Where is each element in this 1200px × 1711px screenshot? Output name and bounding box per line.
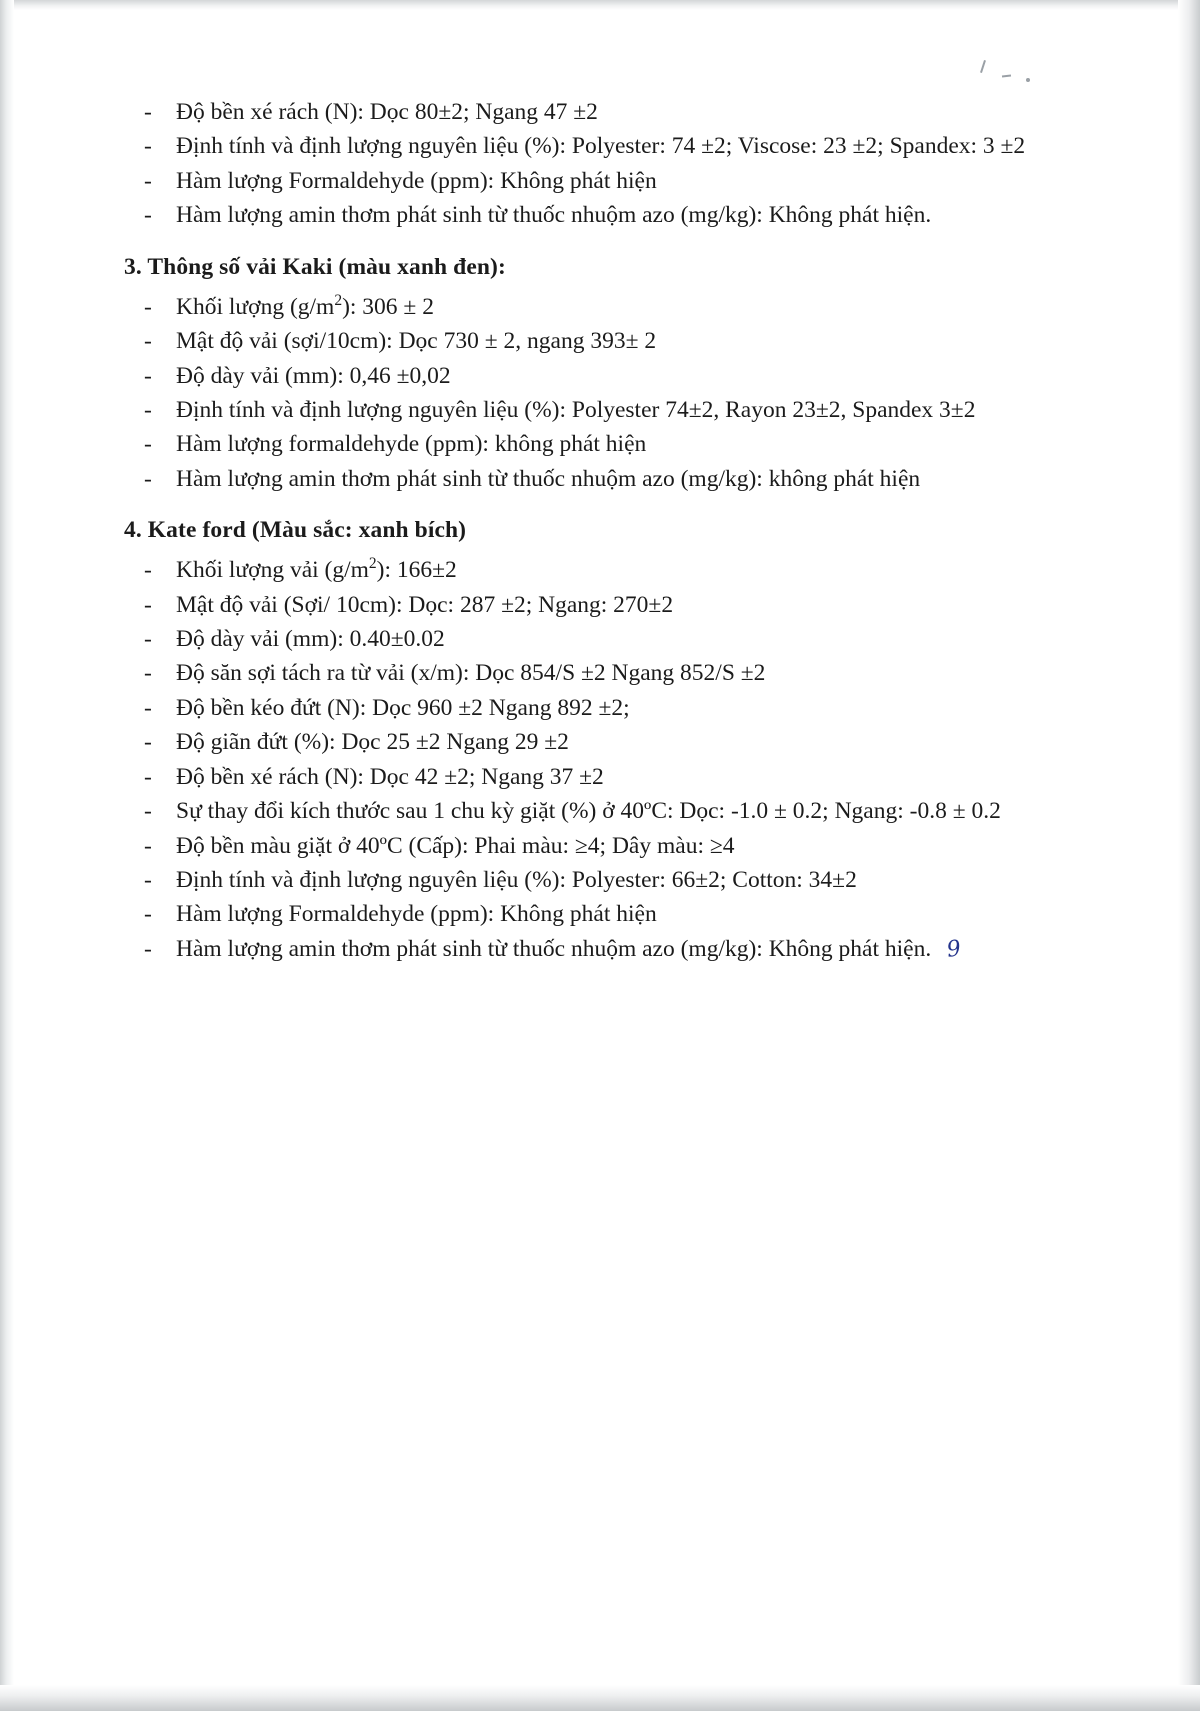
list-item-text: Hàm lượng Formaldehyde (ppm): Không phát hiện	[176, 901, 657, 928]
list-item	[140, 933, 1070, 965]
bullet-dash: -	[144, 396, 152, 423]
bullet-dash: -	[144, 133, 152, 160]
bullet-dash: -	[144, 763, 152, 790]
list-item-text: Hàm lượng Formaldehyde (ppm): Không phát hiện	[176, 167, 657, 194]
bullet-dash: -	[144, 729, 152, 756]
section-3-list	[140, 291, 1070, 496]
list-item	[140, 96, 1070, 128]
list-item	[140, 692, 1070, 724]
bullet-dash: -	[144, 202, 152, 229]
bullet-dash: -	[144, 431, 152, 458]
list-item	[140, 325, 1070, 357]
list-item	[140, 199, 1070, 231]
bullet-dash: -	[144, 935, 152, 962]
scan-edge-top	[0, 0, 1200, 10]
scan-edge-bottom	[0, 1685, 1200, 1711]
bullet-dash: -	[144, 832, 152, 859]
bullet-dash: -	[144, 660, 152, 687]
list-item-text: Mật độ vải (sợi/10cm): Dọc 730 ± 2, ngang 393± 2	[176, 328, 657, 355]
bullet-dash: -	[144, 293, 152, 320]
list-item	[140, 554, 1070, 586]
list-item-text: Độ bền màu giặt ở 40ºC (Cấp): Phai màu: ≥4; Dây màu: ≥4	[176, 832, 735, 859]
bullet-dash: -	[144, 901, 152, 928]
list-item-text: Sự thay đổi kích thước sau 1 chu kỳ giặt (%) ở 40ºC: Dọc: -1.0 ± 0.2; Ngang: -0.8 ± 0.2	[176, 798, 1001, 825]
bullet-dash: -	[144, 557, 152, 584]
list-item-text: Độ bền xé rách (N): Dọc 42 ±2; Ngang 37 ±2	[176, 763, 604, 790]
list-item-text: Định tính và định lượng nguyên liệu (%): Polyester: 74 ±2; Viscose: 23 ±2; Spandex: 3 ±2	[176, 133, 1026, 160]
list-item	[140, 898, 1070, 930]
list-item-text: Khối lượng vải $(g/m^2)$: 166±2	[176, 555, 457, 584]
document-content	[124, 96, 1070, 967]
list-item-text: Định tính và định lượng nguyên liệu (%): Polyester: 66±2; Cotton: 34±2	[176, 867, 857, 894]
list-item	[140, 165, 1070, 197]
scan-speck-marks	[980, 60, 1050, 90]
bullet-dash: -	[144, 867, 152, 894]
handwritten-initials: 9	[945, 936, 963, 963]
section-heading-4: 4. Kate ford (Màu sắc: xanh bích)	[124, 517, 467, 544]
list-item	[140, 394, 1070, 426]
list-item-text: Hàm lượng amin thơm phát sinh từ thuốc nhuộm azo (mg/kg): Không phát hiện.	[176, 935, 932, 962]
bullet-dash: -	[144, 694, 152, 721]
list-item	[140, 130, 1070, 162]
list-item	[140, 589, 1070, 621]
list-item	[140, 291, 1070, 323]
bullet-dash: -	[144, 591, 152, 618]
list-item	[140, 830, 1070, 862]
list-item	[140, 864, 1070, 896]
list-item-text: Độ săn sợi tách ra từ vải (x/m): Dọc 854/S ±2 Ngang 852/S ±2	[176, 660, 766, 687]
list-item-text: Độ dày vải (mm): 0,46 ±0,02	[176, 362, 451, 389]
scan-edge-left	[0, 0, 14, 1711]
bullet-dash: -	[144, 328, 152, 355]
bullet-dash: -	[144, 99, 152, 125]
list-item	[140, 761, 1070, 793]
list-item-text: Độ bền xé rách (N): Dọc 80±2; Ngang 47 ±2	[176, 99, 598, 125]
section-4-list	[140, 554, 1070, 965]
list-item	[140, 623, 1070, 655]
list-item-text: Độ dày vải (mm): 0.40±0.02	[176, 626, 445, 653]
list-item	[140, 795, 1070, 827]
list-item	[140, 428, 1070, 460]
list-item-text: Độ giãn đứt (%): Dọc 25 ±2 Ngang 29 ±2	[176, 729, 569, 756]
list-item	[140, 726, 1070, 758]
bullet-dash: -	[144, 362, 152, 389]
bullet-dash: -	[144, 626, 152, 653]
bullet-dash: -	[144, 167, 152, 194]
list-item-text: Hàm lượng formaldehyde (ppm): không phát hiện	[176, 431, 647, 458]
list-item	[140, 463, 1070, 495]
list-item	[140, 360, 1070, 392]
continued-spec-list	[140, 96, 1070, 232]
list-item-text: Độ bền kéo đứt (N): Dọc 960 ±2 Ngang 892 ±2;	[176, 694, 630, 721]
section-heading-3: 3. Thông số vải Kaki (màu xanh đen):	[124, 253, 506, 280]
bullet-dash: -	[144, 798, 152, 825]
scan-edge-right	[1178, 0, 1200, 1711]
list-item-text: Hàm lượng amin thơm phát sinh từ thuốc nhuộm azo (mg/kg): Không phát hiện.	[176, 202, 932, 229]
bullet-dash: -	[144, 465, 152, 492]
list-item-text: Khối lượng $(g/m^2)$: 306 ± 2	[176, 291, 434, 320]
list-item-text: Hàm lượng amin thơm phát sinh từ thuốc nhuộm azo (mg/kg): không phát hiện	[176, 465, 921, 492]
list-item-text: Định tính và định lượng nguyên liệu (%): Polyester 74±2, Rayon 23±2, Spandex 3±2	[176, 396, 976, 423]
list-item	[140, 657, 1070, 689]
list-item-text: Mật độ vải (Sợi/ 10cm): Dọc: 287 ±2; Ngang: 270±2	[176, 591, 674, 618]
